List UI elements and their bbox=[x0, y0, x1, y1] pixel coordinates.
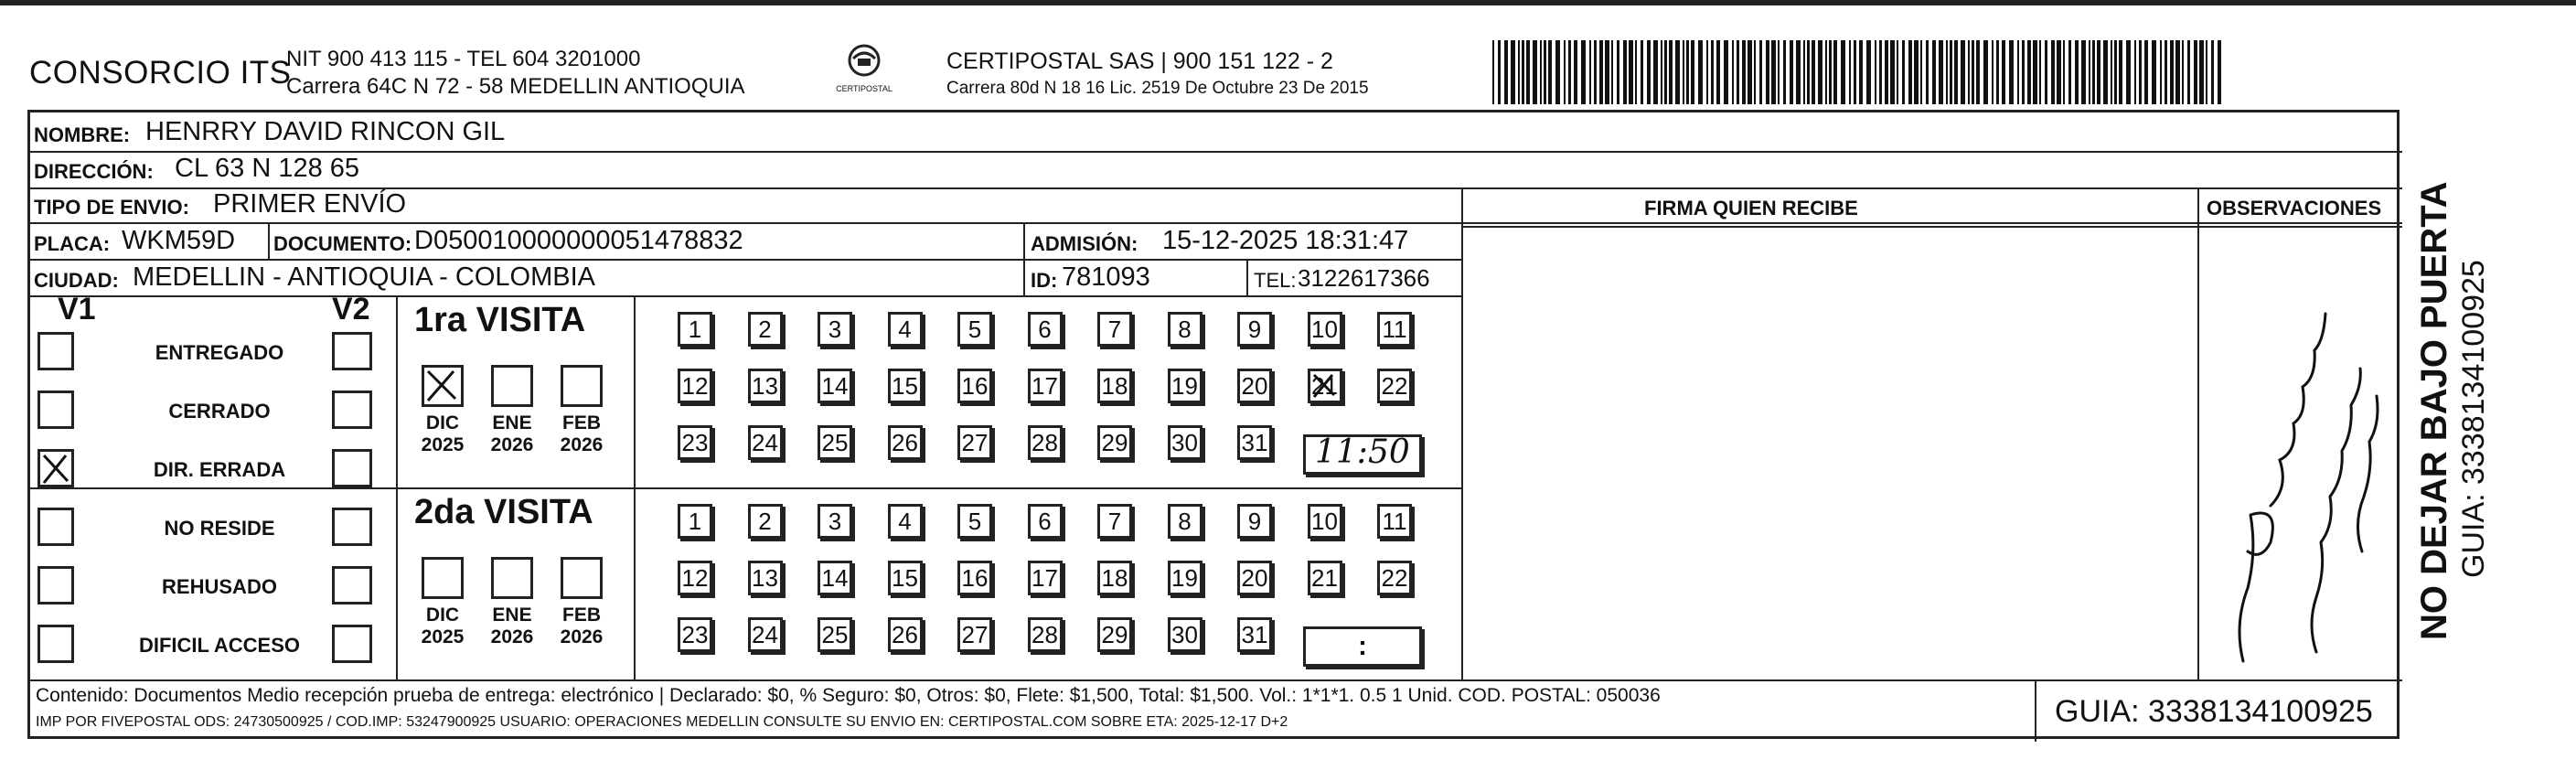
documento-value: D050010000000051478832 bbox=[414, 226, 743, 255]
barcode-bar bbox=[1926, 40, 1929, 104]
barcode-bar bbox=[2097, 40, 2100, 104]
month-checkbox[interactable] bbox=[561, 557, 603, 599]
day-box[interactable]: 22 bbox=[1377, 369, 1412, 403]
day-box[interactable]: 14 bbox=[818, 561, 852, 595]
tel-value: 3122617366 bbox=[1298, 264, 1430, 292]
day-box[interactable]: 25 bbox=[818, 425, 852, 460]
day-box[interactable]: 31 bbox=[1237, 617, 1272, 652]
barcode-bar bbox=[1669, 40, 1673, 104]
barcode-bar bbox=[2182, 40, 2184, 104]
day-box[interactable]: 29 bbox=[1097, 617, 1132, 652]
v2-header: V2 bbox=[332, 292, 370, 326]
observaciones-header: OBSERVACIONES bbox=[2207, 197, 2382, 219]
barcode-bar bbox=[1706, 40, 1708, 104]
barcode-bar bbox=[1790, 40, 1793, 104]
barcode-bar bbox=[1617, 40, 1619, 104]
visit1-time: 11:50 bbox=[1315, 433, 1410, 471]
day-box[interactable]: 19 bbox=[1168, 369, 1202, 403]
top-rule bbox=[0, 0, 2576, 5]
day-box[interactable]: 16 bbox=[957, 369, 992, 403]
v2-checkbox[interactable] bbox=[332, 508, 372, 546]
day-box[interactable]: 20 bbox=[1237, 369, 1272, 403]
barcode-bar bbox=[2057, 40, 2061, 104]
barcode-bar bbox=[1812, 40, 1815, 104]
day-box[interactable]: 21 bbox=[1308, 369, 1342, 403]
status-label: NO RESIDE bbox=[164, 517, 275, 540]
barcode-bar bbox=[1759, 40, 1762, 104]
month-checkbox[interactable] bbox=[422, 557, 464, 599]
day-box[interactable]: 15 bbox=[888, 369, 923, 403]
barcode-bar bbox=[1526, 40, 1530, 104]
day-box[interactable]: 3 bbox=[818, 312, 852, 347]
status-label: DIFICIL ACCESO bbox=[138, 634, 300, 657]
barcode-bar bbox=[1742, 40, 1746, 104]
month-label: DIC 2025 bbox=[421, 604, 465, 647]
day-box[interactable]: 12 bbox=[678, 369, 712, 403]
barcode-bar bbox=[2017, 40, 2019, 104]
day-box[interactable]: 6 bbox=[1028, 312, 1063, 347]
barcode-bar bbox=[2170, 40, 2174, 104]
day-box[interactable]: 26 bbox=[888, 425, 923, 460]
barcode-bar bbox=[2211, 40, 2214, 104]
visit2-time: : bbox=[1358, 631, 1367, 661]
certipostal-logo bbox=[823, 38, 905, 104]
v2-checkbox[interactable] bbox=[332, 449, 372, 487]
barcode-bar bbox=[1605, 40, 1609, 104]
day-box[interactable]: 20 bbox=[1237, 561, 1272, 595]
barcode-bar bbox=[1939, 40, 1943, 104]
day-box[interactable]: 6 bbox=[1028, 504, 1063, 539]
company-name: CONSORCIO ITS bbox=[29, 55, 292, 91]
day-box[interactable]: 9 bbox=[1237, 312, 1272, 347]
barcode-bar bbox=[1647, 40, 1651, 104]
day-box[interactable]: 28 bbox=[1028, 425, 1063, 460]
day-box[interactable]: 30 bbox=[1168, 617, 1202, 652]
day-box[interactable]: 18 bbox=[1097, 369, 1132, 403]
day-box[interactable]: 14 bbox=[818, 369, 852, 403]
barcode-bar bbox=[2144, 40, 2148, 104]
footer-contenido: Contenido: Documentos Medio recepción prueba de entrega: electrónico | Declarado: $0, % Seguro: $0, Otros: $0, Flete: $1,500, Total: $1,500. Vol.: 1*1*1. 0.5 1 Unid. COD. POSTAL: 050036 bbox=[36, 685, 1661, 706]
barcode-bar bbox=[1581, 40, 1586, 104]
id-label: ID: bbox=[1031, 269, 1058, 292]
placa-label: PLACA: bbox=[34, 232, 111, 255]
day-box[interactable]: 4 bbox=[888, 312, 923, 347]
month-label: ENE 2026 bbox=[490, 604, 534, 647]
barcode-bar bbox=[2187, 40, 2190, 104]
barcode-bar bbox=[1623, 40, 1627, 104]
day-box[interactable]: 29 bbox=[1097, 425, 1132, 460]
barcode-bar bbox=[1533, 40, 1537, 104]
check-mark-icon bbox=[424, 368, 461, 404]
logo-icon bbox=[823, 38, 905, 84]
day-box[interactable]: 4 bbox=[888, 504, 923, 539]
barcode-bar bbox=[1968, 40, 1970, 104]
address-line: Carrera 64C N 72 - 58 MEDELLIN ANTIOQUIA bbox=[286, 74, 745, 99]
barcode-bar bbox=[1920, 40, 1922, 104]
id-value: 781093 bbox=[1062, 262, 1150, 292]
ciudad-value: MEDELLIN - ANTIOQUIA - COLOMBIA bbox=[133, 262, 595, 292]
barcode-bar bbox=[2206, 40, 2207, 104]
barcode-bar bbox=[1833, 40, 1837, 104]
day-box[interactable]: 22 bbox=[1377, 561, 1412, 595]
certipostal-info bbox=[946, 48, 1369, 102]
barcode-bar bbox=[2103, 40, 2108, 104]
barcode-bar bbox=[2152, 40, 2156, 104]
barcode-bar bbox=[2081, 40, 2086, 104]
barcode-bar bbox=[2045, 40, 2047, 104]
barcode-bar bbox=[2022, 40, 2025, 104]
check-mark-icon bbox=[40, 452, 73, 487]
company-info bbox=[286, 46, 745, 101]
check-mark-icon bbox=[1310, 371, 1340, 401]
barcode-bar bbox=[2009, 40, 2014, 104]
barcode-bar bbox=[2039, 40, 2041, 104]
barcode-bar bbox=[2027, 40, 2031, 104]
barcode-bar bbox=[1996, 40, 1999, 104]
day-box[interactable]: 1 bbox=[678, 504, 712, 539]
month-checkbox[interactable] bbox=[491, 365, 533, 407]
barcode-bar bbox=[1972, 40, 1974, 104]
barcode-bar bbox=[1568, 40, 1571, 104]
day-box[interactable]: 25 bbox=[818, 617, 852, 652]
barcode-bar bbox=[1859, 40, 1863, 104]
month-label: FEB 2026 bbox=[560, 412, 604, 455]
barcode-bar bbox=[1950, 40, 1952, 104]
barcode-bar bbox=[1589, 40, 1591, 104]
barcode-bar bbox=[1498, 40, 1501, 104]
v1-checkbox[interactable] bbox=[37, 449, 74, 487]
barcode-bar bbox=[1518, 40, 1520, 104]
day-box[interactable]: 5 bbox=[957, 312, 992, 347]
barcode-bar bbox=[1691, 40, 1694, 104]
barcode-bar bbox=[1890, 40, 1895, 104]
month-label: DIC 2025 bbox=[421, 412, 465, 455]
barcode-bar bbox=[1766, 40, 1769, 104]
day-box[interactable]: 7 bbox=[1097, 504, 1132, 539]
barcode-bar bbox=[1686, 40, 1689, 104]
barcode-bar bbox=[1711, 40, 1714, 104]
v1-header: V1 bbox=[58, 292, 96, 326]
barcode-bar bbox=[2075, 40, 2079, 104]
day-box[interactable]: 30 bbox=[1168, 425, 1202, 460]
barcode-bar bbox=[2218, 40, 2221, 104]
barcode-bar bbox=[1555, 40, 1560, 104]
barcode-bar bbox=[1629, 40, 1633, 104]
barcode-bar bbox=[1544, 40, 1546, 104]
barcode-bar bbox=[1818, 40, 1822, 104]
day-box[interactable]: 13 bbox=[748, 561, 783, 595]
barcode-bar bbox=[2194, 40, 2197, 104]
barcode-bar bbox=[1866, 40, 1871, 104]
nit-line: NIT 900 413 115 - TEL 604 3201000 bbox=[286, 47, 641, 71]
barcode-bar bbox=[2126, 40, 2131, 104]
barcode-bar bbox=[1914, 40, 1919, 104]
footer-impresion: IMP POR FIVEPOSTAL ODS: 24730500925 / COD.IMP: 53247900925 USUARIO: OPERACIONES MEDELLIN CONSULTE SU ENVIO EN: CERTIPOSTAL.COM SOBRE ETA: 2025-12-17 D+2 bbox=[36, 714, 1288, 730]
barcode-bar bbox=[1611, 40, 1613, 104]
day-box[interactable]: 27 bbox=[957, 425, 992, 460]
barcode-bar bbox=[2134, 40, 2136, 104]
day-box[interactable]: 16 bbox=[957, 561, 992, 595]
v1-checkbox[interactable] bbox=[37, 625, 74, 663]
status-label: DIR. ERRADA bbox=[153, 458, 286, 481]
v1-checkbox[interactable] bbox=[37, 508, 74, 546]
barcode-bar bbox=[1522, 40, 1524, 104]
ciudad-label: CIUDAD: bbox=[34, 269, 119, 292]
month-checkbox[interactable] bbox=[491, 557, 533, 599]
barcode-bar bbox=[2160, 40, 2162, 104]
barcode-bar bbox=[2199, 40, 2204, 104]
nombre-value: HENRRY DAVID RINCON GIL bbox=[145, 117, 506, 146]
barcode-bar bbox=[1675, 40, 1680, 104]
day-box[interactable]: 13 bbox=[748, 369, 783, 403]
barcode-bar bbox=[1732, 40, 1734, 104]
day-box[interactable]: 5 bbox=[957, 504, 992, 539]
barcode-bar bbox=[1724, 40, 1728, 104]
day-box[interactable]: 21 bbox=[1308, 561, 1342, 595]
day-box[interactable]: 24 bbox=[748, 425, 783, 460]
day-box[interactable]: 19 bbox=[1168, 561, 1202, 595]
day-box[interactable]: 1 bbox=[678, 312, 712, 347]
barcode-bar bbox=[1849, 40, 1851, 104]
barcode-bar bbox=[2139, 40, 2142, 104]
direccion-value: CL 63 N 128 65 bbox=[175, 154, 360, 183]
v2-checkbox[interactable] bbox=[332, 625, 372, 663]
tipo-value: PRIMER ENVÍO bbox=[213, 189, 407, 219]
day-box[interactable]: 7 bbox=[1097, 312, 1132, 347]
logo-text: CERTIPOSTAL bbox=[836, 84, 893, 93]
barcode-bar bbox=[1737, 40, 1739, 104]
day-box[interactable]: 26 bbox=[888, 617, 923, 652]
barcode-bar bbox=[1504, 40, 1508, 104]
day-box[interactable]: 2 bbox=[748, 312, 783, 347]
day-box[interactable]: 11 bbox=[1377, 312, 1412, 347]
barcode-bar bbox=[1908, 40, 1912, 104]
barcode-bar bbox=[1511, 40, 1515, 104]
day-box[interactable]: 17 bbox=[1028, 561, 1063, 595]
certipostal-line: CERTIPOSTAL SAS | 900 151 122 - 2 bbox=[946, 48, 1333, 74]
day-box[interactable]: 10 bbox=[1308, 312, 1342, 347]
day-box[interactable]: 24 bbox=[748, 617, 783, 652]
day-box[interactable]: 17 bbox=[1028, 369, 1063, 403]
day-box[interactable]: 9 bbox=[1237, 504, 1272, 539]
month-label: ENE 2026 bbox=[490, 412, 534, 455]
barcode-bar bbox=[2002, 40, 2005, 104]
day-box[interactable]: 15 bbox=[888, 561, 923, 595]
barcode-bar bbox=[1664, 40, 1667, 104]
barcode-bar bbox=[1574, 40, 1577, 104]
barcode-bar bbox=[2033, 40, 2037, 104]
v2-checkbox[interactable] bbox=[332, 390, 372, 429]
month-checkbox[interactable] bbox=[422, 365, 464, 407]
shipping-form bbox=[27, 110, 2400, 739]
footer-guia: GUIA: 3338134100925 bbox=[2055, 694, 2373, 729]
day-box[interactable]: 31 bbox=[1237, 425, 1272, 460]
handwritten-observation bbox=[2207, 277, 2389, 679]
barcode-bar bbox=[1641, 40, 1643, 104]
barcode bbox=[1492, 40, 2224, 104]
barcode-bar bbox=[1653, 40, 1658, 104]
status-label: CERRADO bbox=[168, 400, 271, 423]
status-label: ENTREGADO bbox=[155, 341, 284, 364]
barcode-bar bbox=[1754, 40, 1756, 104]
barcode-bar bbox=[2114, 40, 2117, 104]
nombre-label: NOMBRE: bbox=[34, 123, 131, 146]
tipo-label: TIPO DE ENVIO: bbox=[34, 196, 189, 219]
day-box[interactable]: 23 bbox=[678, 425, 712, 460]
visit2-title: 2da VISITA bbox=[414, 493, 593, 531]
barcode-bar bbox=[1961, 40, 1965, 104]
barcode-bar bbox=[1683, 40, 1684, 104]
certipostal-address: Carrera 80d N 18 16 Lic. 2519 De Octubre 23 De 2015 bbox=[946, 79, 1369, 98]
day-box[interactable]: 18 bbox=[1097, 561, 1132, 595]
barcode-bar bbox=[2068, 40, 2071, 104]
barcode-bar bbox=[1492, 40, 1494, 104]
month-label: FEB 2026 bbox=[560, 604, 604, 647]
barcode-bar bbox=[1875, 40, 1876, 104]
day-box[interactable]: 8 bbox=[1168, 312, 1202, 347]
barcode-bar bbox=[1976, 40, 1980, 104]
barcode-bar bbox=[2164, 40, 2167, 104]
barcode-bar bbox=[2063, 40, 2065, 104]
barcode-bar bbox=[2089, 40, 2090, 104]
tel-label: TEL: bbox=[1254, 269, 1297, 292]
admision-label: ADMISIÓN: bbox=[1031, 232, 1138, 255]
day-box[interactable]: 3 bbox=[818, 504, 852, 539]
barcode-bar bbox=[1771, 40, 1776, 104]
barcode-bar bbox=[1879, 40, 1882, 104]
barcode-bar bbox=[1564, 40, 1566, 104]
v2-checkbox[interactable] bbox=[332, 332, 372, 370]
visit1-title: 1ra VISITA bbox=[414, 301, 586, 339]
day-box[interactable]: 27 bbox=[957, 617, 992, 652]
barcode-bar bbox=[1885, 40, 1888, 104]
barcode-bar bbox=[1594, 40, 1597, 104]
visit2-time-box bbox=[1303, 626, 1422, 667]
visit1-time-box bbox=[1303, 434, 1422, 475]
status-label: REHUSADO bbox=[162, 575, 277, 598]
barcode-bar bbox=[2119, 40, 2122, 104]
v1-checkbox[interactable] bbox=[37, 332, 74, 370]
barcode-bar bbox=[1599, 40, 1603, 104]
barcode-bar bbox=[1540, 40, 1542, 104]
day-box[interactable]: 28 bbox=[1028, 617, 1063, 652]
barcode-bar bbox=[1807, 40, 1810, 104]
side-guia: GUIA: 3338134100925 bbox=[2456, 260, 2491, 578]
barcode-bar bbox=[1716, 40, 1720, 104]
day-box[interactable]: 8 bbox=[1168, 504, 1202, 539]
barcode-bar bbox=[2175, 40, 2180, 104]
day-box[interactable]: 23 bbox=[678, 617, 712, 652]
day-box[interactable]: 12 bbox=[678, 561, 712, 595]
month-checkbox[interactable] bbox=[561, 365, 603, 407]
barcode-bar bbox=[1796, 40, 1801, 104]
barcode-bar bbox=[1854, 40, 1856, 104]
barcode-bar bbox=[1548, 40, 1552, 104]
barcode-bar bbox=[1635, 40, 1637, 104]
barcode-bar bbox=[1983, 40, 1988, 104]
barcode-bar bbox=[1992, 40, 1993, 104]
barcode-bar bbox=[1932, 40, 1936, 104]
barcode-bar bbox=[1783, 40, 1786, 104]
no-dejar-bajo-puerta: NO DEJAR BAJO PUERTA bbox=[2414, 181, 2454, 640]
documento-label: DOCUMENTO: bbox=[273, 232, 412, 255]
barcode-bar bbox=[1954, 40, 1958, 104]
direccion-label: DIRECCIÓN: bbox=[34, 160, 154, 183]
barcode-bar bbox=[1902, 40, 1905, 104]
admision-value: 15-12-2025 18:31:47 bbox=[1162, 226, 1409, 255]
barcode-bar bbox=[1661, 40, 1662, 104]
firma-header: FIRMA QUIEN RECIBE bbox=[1644, 197, 1858, 219]
barcode-bar bbox=[2111, 40, 2112, 104]
v1-checkbox[interactable] bbox=[37, 566, 74, 604]
barcode-bar bbox=[1825, 40, 1827, 104]
day-box[interactable]: 2 bbox=[748, 504, 783, 539]
v2-checkbox[interactable] bbox=[332, 566, 372, 604]
barcode-bar bbox=[2051, 40, 2055, 104]
barcode-bar bbox=[1803, 40, 1805, 104]
barcode-bar bbox=[1698, 40, 1703, 104]
barcode-bar bbox=[1841, 40, 1845, 104]
day-box[interactable]: 11 bbox=[1377, 504, 1412, 539]
barcode-bar bbox=[1778, 40, 1780, 104]
barcode-bar bbox=[1897, 40, 1898, 104]
v1-checkbox[interactable] bbox=[37, 390, 74, 429]
barcode-bar bbox=[2092, 40, 2095, 104]
barcode-bar bbox=[1829, 40, 1832, 104]
placa-value: WKM59D bbox=[122, 226, 236, 255]
barcode-bar bbox=[1946, 40, 1948, 104]
barcode-bar bbox=[1748, 40, 1752, 104]
day-box[interactable]: 10 bbox=[1308, 504, 1342, 539]
